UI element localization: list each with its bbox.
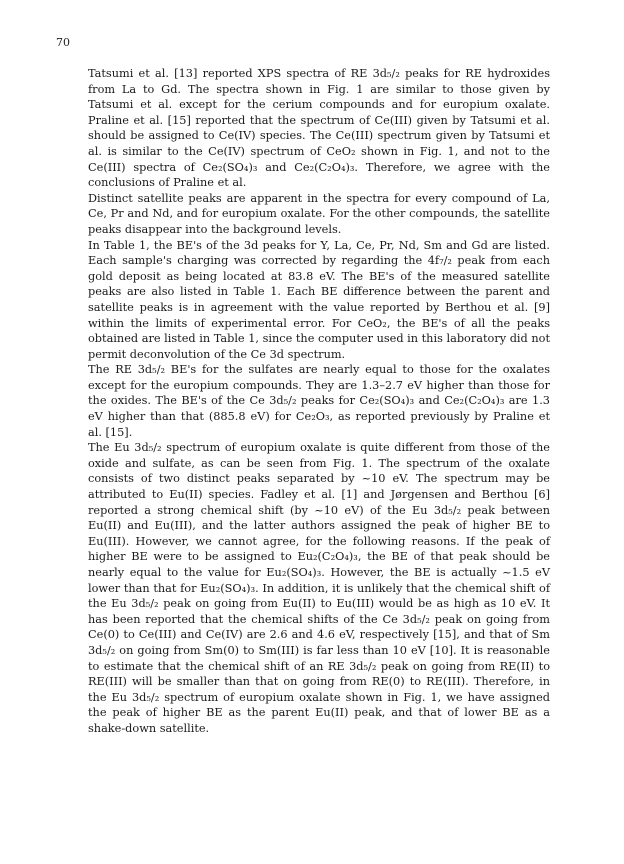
paragraph-europium-oxalate: The Eu 3d₅/₂ spectrum of europium oxalate is quite different from those of the oxide and sulfate, as can be seen from Fig. 1. The spectrum of the oxalate consists of two distinct peaks separated by ~10 eV. The spectrum may be attributed to Eu(II) species. Fadley et al. [1] and Jørgensen and Berthou [6] reported a strong chemical shift (by ~10 eV) of the Eu 3d₅/₂ peak between Eu(II) and Eu(III), and the latter authors assigned the peak of higher BE to Eu(III). However, we cannot agree, for the following reasons. If the peak of higher BE were to be assigned to Eu₂(C₂O₄)₃, the BE of that peak should be nearly equal to the value for Eu₂(SO₄)₃. However, the BE is actually ~1.5 eV lower than that for Eu₂(SO₄)₃. In addition, it is unlikely that the chemical shift of the Eu 3d₅/₂ peak on going from Eu(II) to Eu(III) would be as high as 10 eV. It has been reported that the chemical shifts of the Ce 3d₅/₂ peak on going from Ce(0) to Ce(III) and Ce(IV) are 2.6 and 4.6 eV, respectively [15], and that of Sm 3d₅/₂ on going from Sm(0) to Sm(III) is far less than 10 eV [10]. It is reasonable to estimate that the chemical shift of an RE 3d₅/₂ peak on going from RE(II) to RE(III) will be smaller than that on going from RE(0) to RE(III). Therefore, in the Eu 3d₅/₂ spectrum of europium oxalate shown in Fig. 1, we have assigned the peak of higher BE as the parent Eu(II) peak, and that of lower BE as a shake-down satellite. (88, 441, 550, 735)
body-text (88, 66, 550, 737)
paragraph-sulfates-oxalates: The RE 3d₅/₂ BE's for the sulfates are nearly equal to those for the oxalates except for the europium compounds. They are 1.3–2.7 eV higher than those for the oxides. The BE's of the Ce 3d₅/₂ peaks for Ce₂(SO₄)₃ and Ce₂(C₂O₄)₃ are 1.3 eV higher than that (885.8 eV) for Ce₂O₃, as reported previously by Praline et al. [15]. (88, 363, 550, 439)
paragraph-satellite-peaks: Distinct satellite peaks are apparent in the spectra for every compound of La, Ce, Pr and Nd, and for europium oxalate. For the other compounds, the satellite peaks disappear into the background levels. (88, 191, 550, 236)
paragraph-xps-spectra: Tatsumi et al. [13] reported XPS spectra of RE 3d₅/₂ peaks for RE hydroxides from La to Gd. The spectra shown in Fig. 1 are similar to those given by Tatsumi et al. except for the cerium compounds and for europium oxalate. Praline et al. [15] reported that the spectrum of Ce(III) given by Tatsumi et al. should be assigned to Ce(IV) species. The Ce(III) spectrum given by Tatsumi et al. is similar to the Ce(IV) spectrum of CeO₂ shown in Fig. 1, and not to the Ce(III) spectra of Ce₂(SO₄)₃ and Ce₂(C₂O₄)₃. Therefore, we agree with the conclusions of Praline et al. (88, 67, 550, 190)
paragraph-table-1-binding-energies: In Table 1, the BE's of the 3d peaks for Y, La, Ce, Pr, Nd, Sm and Gd are listed. Each sample's charging was corrected by regarding the 4f₇/₂ peak from each gold deposit as being located at 83.8 eV. The BE's of the measured satellite peaks are also listed in Table 1. Each BE difference between the parent and satellite peaks is in agreement with the value reported by Berthou et al. [9] within the limits of experimental error. For CeO₂, the BE's of all the peaks obtained are listed in Table 1, since the computer used in this laboratory did not permit deconvolution of the Ce 3d spectrum. (88, 238, 550, 361)
page-number: 70 (56, 36, 70, 49)
